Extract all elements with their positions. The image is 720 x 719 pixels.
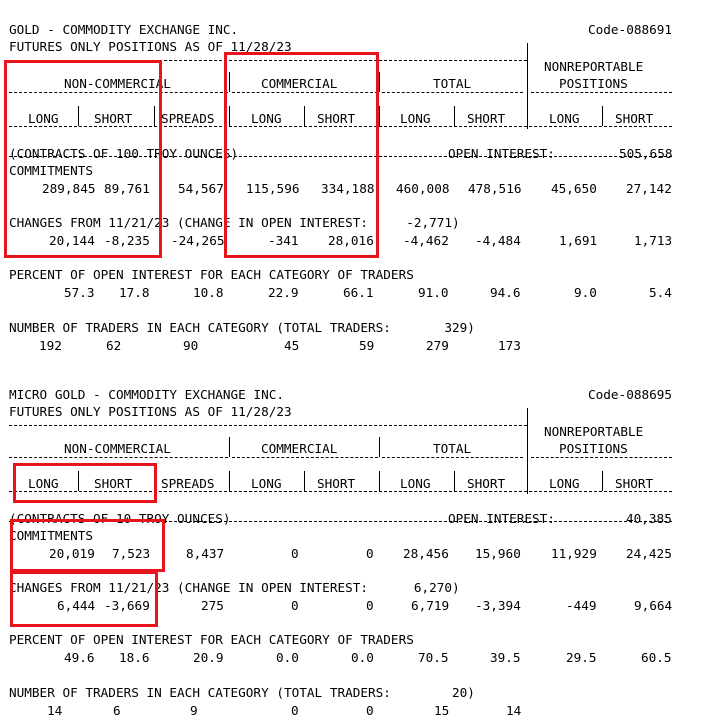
subheader-short: SHORT <box>317 111 356 126</box>
positions-header: POSITIONS <box>559 441 628 456</box>
subheader-rule-nonrep <box>531 457 672 458</box>
commitments-label: COMMITMENTS <box>9 528 94 543</box>
subheader-short: SHORT <box>467 111 506 126</box>
subheader-long: LONG <box>549 476 580 491</box>
header-sep-comm-total <box>379 72 380 92</box>
report-code: Code-088695 <box>588 387 673 402</box>
commitments-cell: 8,437 <box>186 546 225 561</box>
traders-cell: 192 <box>39 338 62 353</box>
traders-cell: 45 <box>284 338 300 353</box>
commitments-cell: 27,142 <box>626 181 672 196</box>
subheader-rule-total <box>382 92 523 93</box>
percent-cell: 5.4 <box>649 285 672 300</box>
subheader-sep <box>602 471 603 491</box>
header-rule-top <box>9 425 527 426</box>
subheader-sep <box>304 471 305 491</box>
changes-cell: 28,016 <box>328 233 374 248</box>
percent-label: PERCENT OF OPEN INTEREST FOR EACH CATEGORY OF TRADERS <box>9 632 414 647</box>
highlight-commercial-top <box>224 52 379 258</box>
traders-cell: 6 <box>113 703 121 718</box>
open-interest-label: OPEN INTEREST: <box>448 146 555 161</box>
highlight-changes <box>10 571 158 627</box>
changes-cell: 0 <box>366 598 374 613</box>
nonreportable-header: NONREPORTABLE <box>544 424 644 439</box>
contracts-label: (CONTRACTS OF 10 TROY OUNCES) <box>9 511 231 526</box>
subheader-sep <box>527 471 528 491</box>
percent-cell: 49.6 <box>64 650 95 665</box>
commitments-cell: 45,650 <box>551 181 597 196</box>
changes-cell: -8,235 <box>104 233 150 248</box>
traders-cell: 0 <box>291 703 299 718</box>
percent-label: PERCENT OF OPEN INTEREST FOR EACH CATEGORY OF TRADERS <box>9 267 414 282</box>
open-interest-value: 505,658 <box>619 146 673 161</box>
report-code: Code-088691 <box>588 22 673 37</box>
percent-cell: 0.0 <box>276 650 299 665</box>
percent-cell: 18.6 <box>119 650 150 665</box>
traders-cell: 9 <box>190 703 198 718</box>
subheader-long: LONG <box>28 476 59 491</box>
traders-cell: 90 <box>183 338 199 353</box>
percent-cell: 17.8 <box>119 285 150 300</box>
commitments-cell: 334,188 <box>321 181 375 196</box>
changes-cell: -449 <box>566 598 597 613</box>
percent-cell: 20.9 <box>193 650 224 665</box>
subheader-short: SHORT <box>317 476 356 491</box>
changes-cell: 6,444 <box>57 598 96 613</box>
changes-label: CHANGES FROM 11/21/23 (CHANGE IN OPEN INTEREST: -2,771) <box>9 215 460 230</box>
header-sep-comm-total <box>379 437 380 457</box>
subheader-spreads: SPREADS <box>161 476 215 491</box>
commitments-cell: 28,456 <box>403 546 449 561</box>
commitments-cell: 478,516 <box>468 181 522 196</box>
subheader-sep <box>602 106 603 126</box>
changes-cell: 20,144 <box>49 233 95 248</box>
commitments-cell: 460,008 <box>396 181 450 196</box>
percent-cell: 91.0 <box>418 285 449 300</box>
changes-cell: 0 <box>291 598 299 613</box>
traders-cell: 279 <box>426 338 449 353</box>
subheader-rule-total <box>382 457 523 458</box>
commitments-cell: 7,523 <box>112 546 151 561</box>
subheader-long: LONG <box>251 111 282 126</box>
report-title: GOLD - COMMODITY EXCHANGE INC. <box>9 22 239 37</box>
commercial-header: COMMERCIAL <box>261 76 338 91</box>
non-commercial-header: NON-COMMERCIAL <box>64 76 171 91</box>
report-subtitle: FUTURES ONLY POSITIONS AS OF 11/28/23 <box>9 404 292 419</box>
subheader-short: SHORT <box>467 476 506 491</box>
open-interest-value: 40,385 <box>626 511 672 526</box>
total-header: TOTAL <box>433 441 472 456</box>
commitments-label: COMMITMENTS <box>9 163 94 178</box>
changes-cell: 6,719 <box>411 598 450 613</box>
commitments-cell: 15,960 <box>475 546 521 561</box>
changes-cell: -4,462 <box>403 233 449 248</box>
traders-label: NUMBER OF TRADERS IN EACH CATEGORY (TOTAL TRADERS: 20) <box>9 685 475 700</box>
commitments-cell: 115,596 <box>246 181 300 196</box>
commitments-cell: 20,019 <box>49 546 95 561</box>
highlight-longshort-header <box>13 463 157 503</box>
subheader-sep <box>379 106 380 126</box>
percent-cell: 57.3 <box>64 285 95 300</box>
changes-cell: 1,691 <box>559 233 598 248</box>
subheader-spreads: SPREADS <box>161 111 215 126</box>
subheader-short: SHORT <box>94 111 133 126</box>
percent-cell: 94.6 <box>490 285 521 300</box>
changes-cell: -24,265 <box>171 233 225 248</box>
changes-cell: 275 <box>201 598 224 613</box>
traders-cell: 173 <box>498 338 521 353</box>
subheader-sep <box>379 471 380 491</box>
highlight-commitments <box>10 519 165 572</box>
commercial-header: COMMERCIAL <box>261 441 338 456</box>
subheader-rule-noncomm <box>9 457 228 458</box>
percent-cell: 60.5 <box>641 650 672 665</box>
traders-cell: 14 <box>506 703 522 718</box>
report-subtitle: FUTURES ONLY POSITIONS AS OF 11/28/23 <box>9 39 292 54</box>
commitments-cell: 24,425 <box>626 546 672 561</box>
changes-cell: -4,484 <box>475 233 521 248</box>
traders-cell: 62 <box>106 338 122 353</box>
commitments-cell: 0 <box>291 546 299 561</box>
contracts-label: (CONTRACTS OF 100 TROY OUNCES) <box>9 146 239 161</box>
open-interest-label: OPEN INTEREST: <box>448 511 555 526</box>
changes-cell: -3,394 <box>475 598 521 613</box>
traders-cell: 14 <box>47 703 63 718</box>
subheader-sep <box>454 471 455 491</box>
traders-cell: 15 <box>434 703 450 718</box>
percent-cell: 10.8 <box>193 285 224 300</box>
commitments-cell: 289,845 <box>42 181 96 196</box>
positions-header: POSITIONS <box>559 76 628 91</box>
percent-cell: 39.5 <box>490 650 521 665</box>
percent-cell: 66.1 <box>343 285 374 300</box>
traders-label: NUMBER OF TRADERS IN EACH CATEGORY (TOTAL TRADERS: 329) <box>9 320 475 335</box>
subheader-short: SHORT <box>615 111 654 126</box>
changes-cell: -3,669 <box>104 598 150 613</box>
changes-label: CHANGES FROM 11/21/23 (CHANGE IN OPEN INTEREST: 6,270) <box>9 580 460 595</box>
subheader-sep <box>454 106 455 126</box>
nonreportable-header: NONREPORTABLE <box>544 59 644 74</box>
total-header: TOTAL <box>433 76 472 91</box>
commitments-cell: 89,761 <box>104 181 150 196</box>
subheader-long: LONG <box>400 476 431 491</box>
percent-cell: 70.5 <box>418 650 449 665</box>
non-commercial-header: NON-COMMERCIAL <box>64 441 171 456</box>
subheader-long: LONG <box>400 111 431 126</box>
traders-cell: 59 <box>359 338 375 353</box>
subheader-long: LONG <box>28 111 59 126</box>
commitments-cell: 54,567 <box>178 181 224 196</box>
subheader-short: SHORT <box>615 476 654 491</box>
percent-cell: 9.0 <box>574 285 597 300</box>
commitments-cell: 11,929 <box>551 546 597 561</box>
header-sep-noncomm-comm <box>229 437 230 457</box>
highlight-noncommercial-top <box>4 60 162 258</box>
changes-cell: 1,713 <box>634 233 673 248</box>
subheader-short: SHORT <box>94 476 133 491</box>
changes-cell: 9,664 <box>634 598 673 613</box>
subheader-rule-nonrep <box>531 92 672 93</box>
subheader-rule-comm <box>232 457 378 458</box>
subheader-long: LONG <box>549 111 580 126</box>
traders-cell: 0 <box>366 703 374 718</box>
percent-cell: 22.9 <box>268 285 299 300</box>
subheader-long: LONG <box>251 476 282 491</box>
changes-cell: -341 <box>268 233 299 248</box>
percent-cell: 0.0 <box>351 650 374 665</box>
commitments-cell: 0 <box>366 546 374 561</box>
subheader-sep <box>229 471 230 491</box>
percent-cell: 29.5 <box>566 650 597 665</box>
report-title: MICRO GOLD - COMMODITY EXCHANGE INC. <box>9 387 284 402</box>
subheader-sep <box>527 106 528 126</box>
